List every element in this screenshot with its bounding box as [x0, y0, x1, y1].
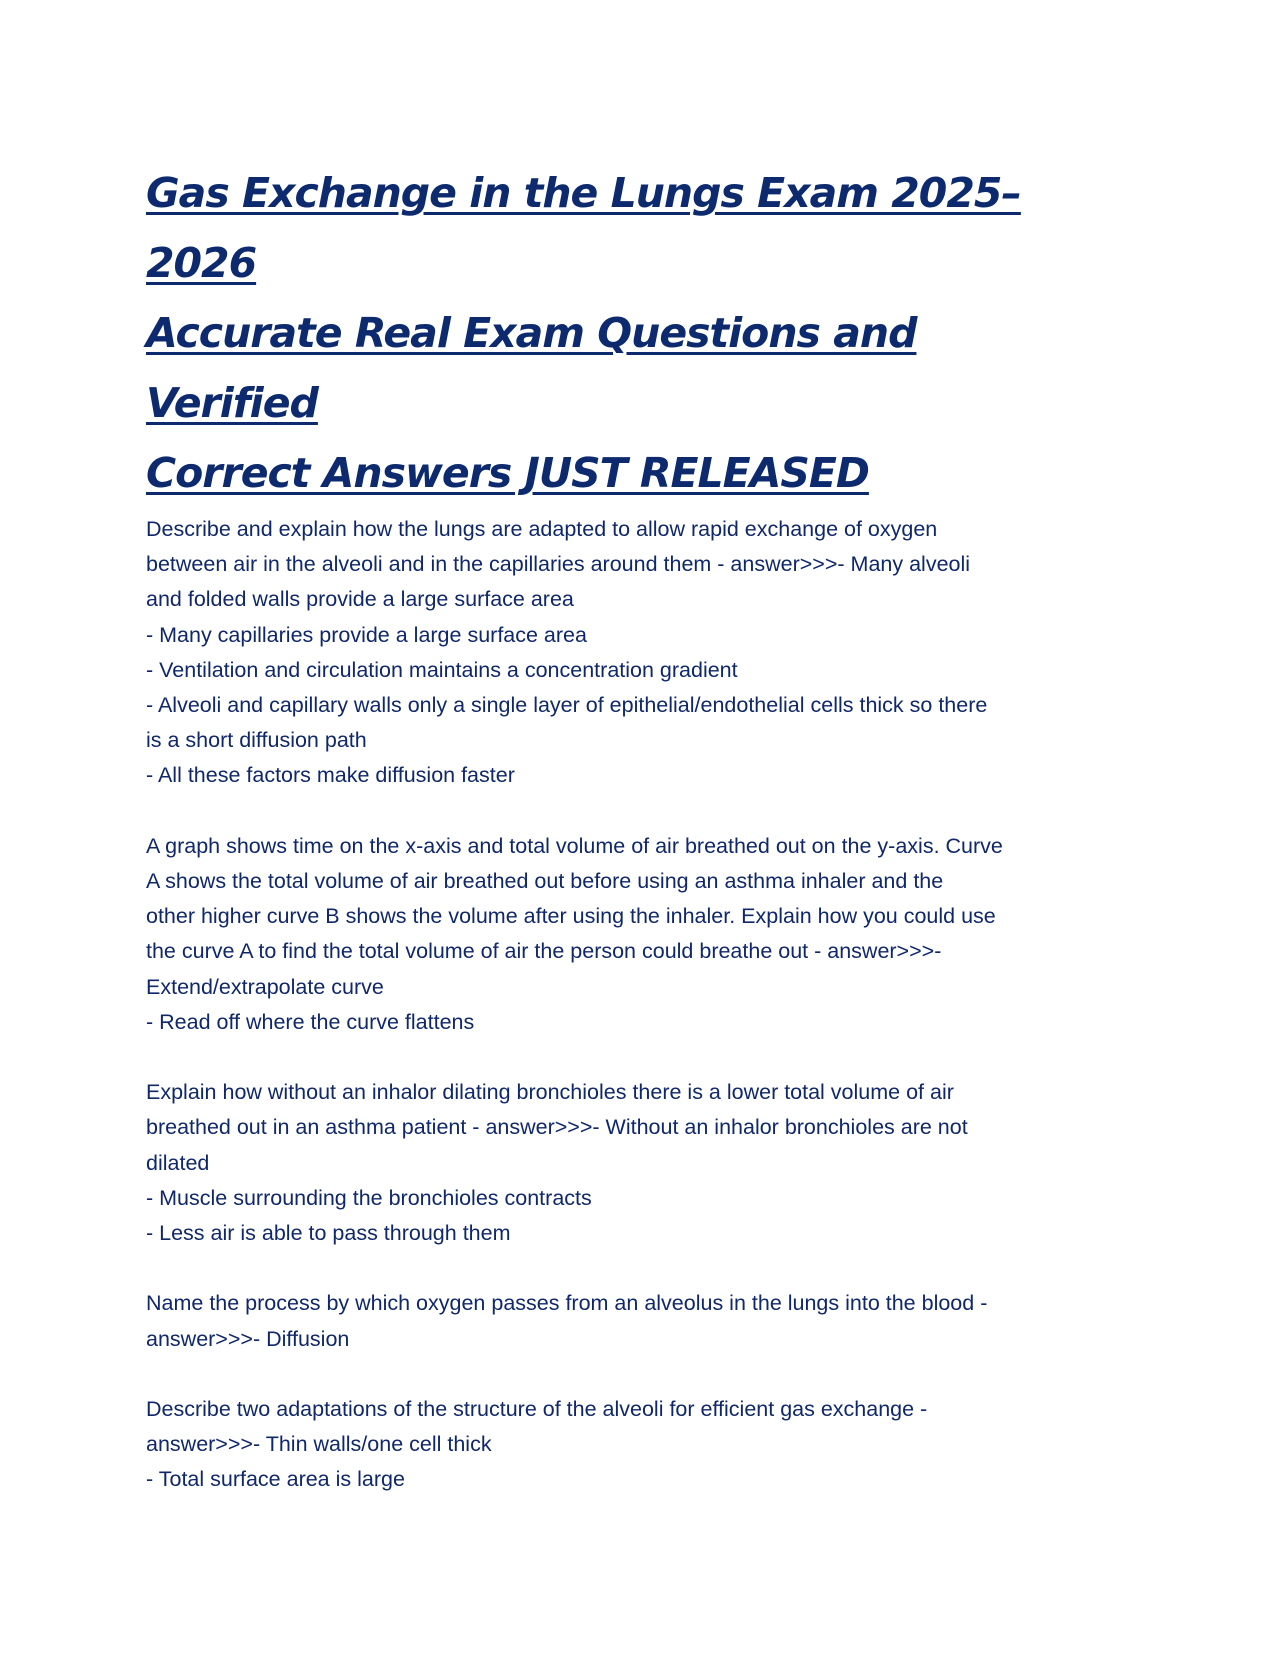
text-line: - Many capillaries provide a large surface area: [146, 622, 587, 647]
qa-block-diffusion: [146, 1286, 1076, 1356]
text-line: is a short diffusion path: [146, 728, 367, 753]
text-line: - Muscle surrounding the bronchioles contracts: [146, 1185, 592, 1210]
title-line: Correct Answers JUST RELEASED: [146, 449, 869, 497]
qa-block-bronchioles: [146, 1075, 1076, 1251]
qa-block-adaptations-lungs: [146, 512, 1076, 794]
text-line: and folded walls provide a large surface area: [146, 587, 574, 612]
text-line: other higher curve B shows the volume after using the inhaler. Explain how you could use: [146, 904, 996, 929]
text-line: - Read off where the curve flattens: [146, 1009, 475, 1034]
text-line: Extend/extrapolate curve: [146, 974, 384, 999]
text-line: dilated: [146, 1150, 210, 1175]
text-line: the curve A to find the total volume of air the person could breathe out - answer>>>-: [146, 939, 942, 964]
text-line: A graph shows time on the x-axis and total volume of air breathed out on the y-axis. Curve: [146, 833, 1003, 858]
text-line: A shows the total volume of air breathed out before using an asthma inhaler and the: [146, 869, 944, 894]
title-line: Gas Exchange in the Lungs Exam 2025–2026: [146, 169, 1021, 287]
text-line: between air in the alveoli and in the capillaries around them - answer>>>- Many alveoli: [146, 552, 971, 577]
document-page: [146, 158, 1076, 1533]
text-line: - Alveoli and capillary walls only a single layer of epithelial/endothelial cells thick so there: [146, 693, 988, 718]
text-line: - Ventilation and circulation maintains a concentration gradient: [146, 657, 738, 682]
text-line: - All these factors make diffusion faster: [146, 763, 515, 788]
title-line: Accurate Real Exam Questions and Verified: [146, 309, 917, 427]
text-line: - Total surface area is large: [146, 1467, 405, 1492]
document-title: [146, 158, 1076, 508]
text-line: Describe and explain how the lungs are adapted to allow rapid exchange of oxygen: [146, 517, 938, 541]
qa-block-alveoli-structure: [146, 1392, 1076, 1498]
text-line: Describe two adaptations of the structure of the alveoli for efficient gas exchange -: [146, 1397, 928, 1422]
text-line: answer>>>- Thin walls/one cell thick: [146, 1432, 492, 1457]
text-line: answer>>>- Diffusion: [146, 1326, 350, 1351]
text-line: Name the process by which oxygen passes from an alveolus in the lungs into the blood -: [146, 1291, 988, 1316]
text-line: breathed out in an asthma patient - answer>>>- Without an inhalor bronchioles are not: [146, 1115, 968, 1140]
document-body: [146, 512, 1076, 1498]
text-line: - Less air is able to pass through them: [146, 1221, 511, 1246]
text-line: Explain how without an inhalor dilating bronchioles there is a lower total volume of air: [146, 1080, 954, 1105]
qa-block-graph-inhaler: [146, 829, 1076, 1040]
